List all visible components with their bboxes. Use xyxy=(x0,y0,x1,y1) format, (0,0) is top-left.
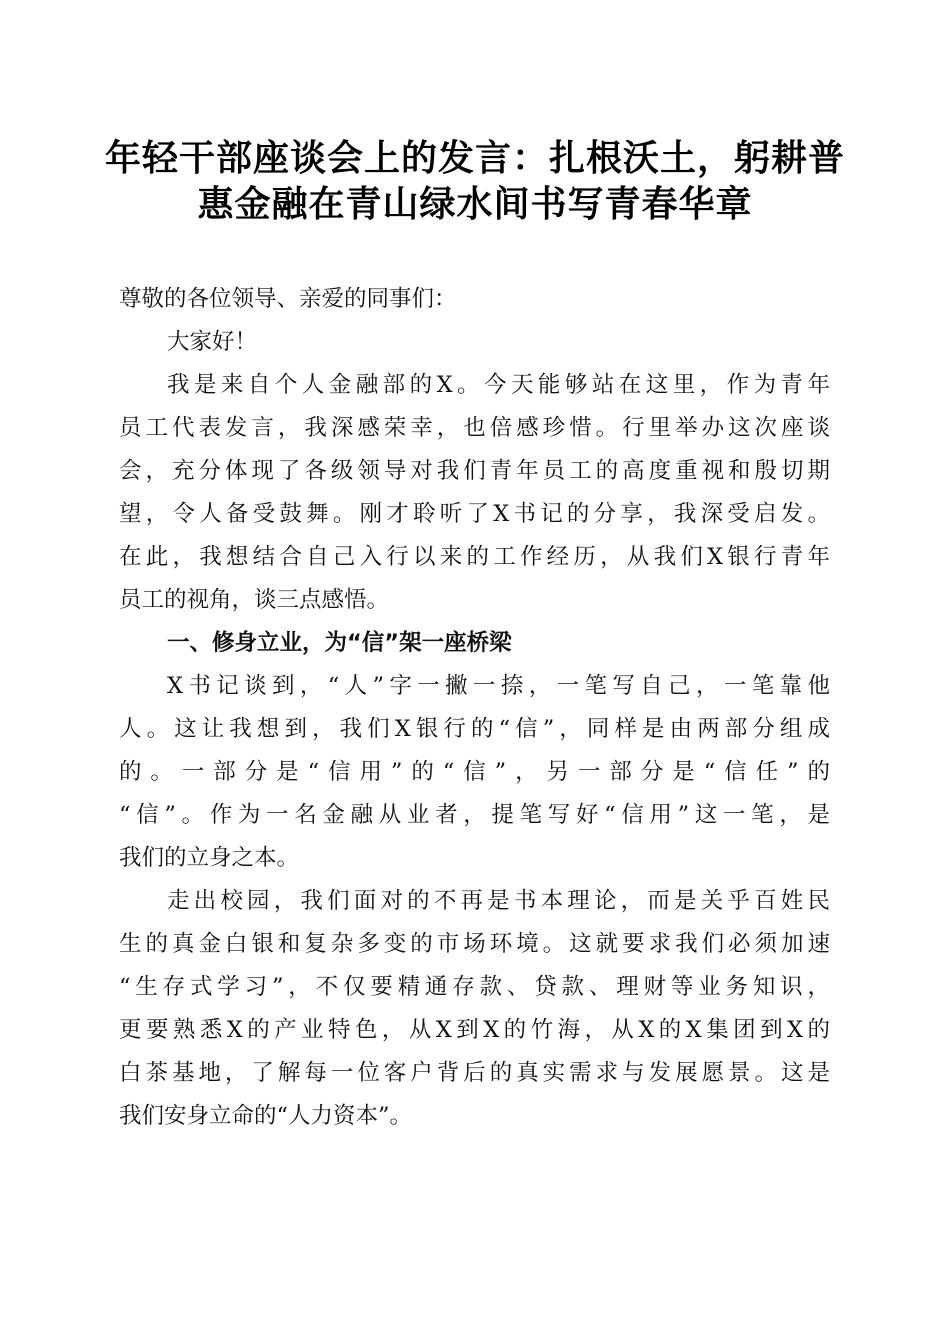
document-title-line-2: 惠金融在青山绿水间书写青春华章 xyxy=(197,183,753,225)
paragraph-line: 走出校园，我们面对的不再是书本理论，而是关乎百姓民 xyxy=(167,888,830,914)
paragraph-line: 在此，我想结合自己入行以来的工作经历，从我们X银行青年 xyxy=(119,544,830,570)
paragraph-line: 员工的视角，谈三点感悟。 xyxy=(119,587,390,613)
paragraph-line: X书记谈到，“人”字一撇一捺，一笔写自己，一笔靠他 xyxy=(167,673,830,699)
paragraph-line: 我是来自个人金融部的X。今天能够站在这里，作为青年 xyxy=(167,372,830,398)
salutation: 尊敬的各位领导、亲爱的同事们： xyxy=(119,286,457,312)
paragraph-line: 白茶基地，了解每一位客户背后的真实需求与发展愿景。这是 xyxy=(119,1060,830,1086)
paragraph-line: “信”。作为一名金融从业者，提笔写好“信用”这一笔，是 xyxy=(119,802,830,828)
paragraph-line: “生存式学习”，不仅要精通存款、贷款、理财等业务知识， xyxy=(119,974,830,1000)
paragraph-line: 我们的立身之本。 xyxy=(119,845,300,871)
paragraph-line: 员工代表发言，我深感荣幸，也倍感珍惜。行里举办这次座谈 xyxy=(119,415,830,441)
paragraph-line: 人。这让我想到，我们X银行的“信”，同样是由两部分组成 xyxy=(119,716,830,742)
paragraph-line: 的。一部分是“信用”的“信”，另一部分是“信任”的 xyxy=(119,759,830,785)
greeting: 大家好！ xyxy=(167,329,258,355)
document-title-line-1: 年轻干部座谈会上的发言：扎根沃土，躬耕普 xyxy=(104,137,845,179)
paragraph-line: 我们安身立命的“人力资本”。 xyxy=(119,1103,413,1129)
paragraph-line: 生的真金白银和复杂多变的市场环境。这就要求我们必须加速 xyxy=(119,931,830,957)
paragraph-line: 会，充分体现了各级领导对我们青年员工的高度重视和殷切期 xyxy=(119,458,830,484)
paragraph-line: 更要熟悉X的产业特色，从X到X的竹海，从X的X集团到X的 xyxy=(119,1017,830,1043)
paragraph-line: 望，令人备受鼓舞。刚才聆听了X书记的分享，我深受启发。 xyxy=(119,501,830,527)
section-heading: 一、修身立业，为“信”架一座桥梁 xyxy=(167,630,512,656)
